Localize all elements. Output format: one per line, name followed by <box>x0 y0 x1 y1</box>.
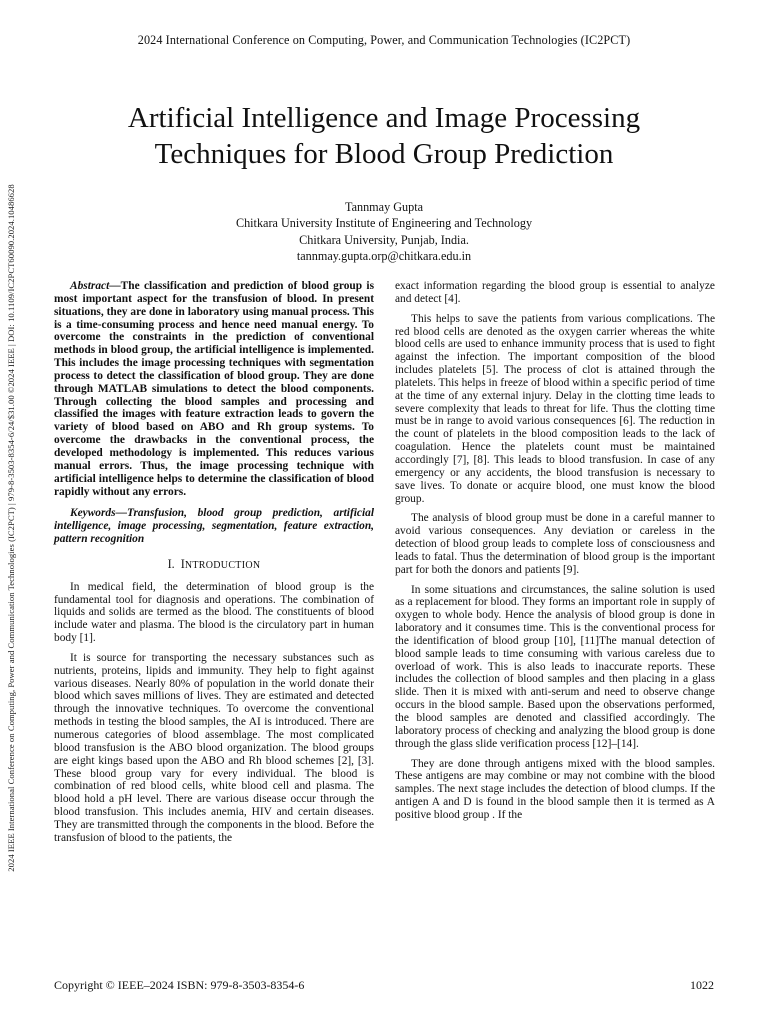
section-title-initial: I <box>180 556 185 571</box>
title-line-1: Artificial Intelligence and Image Processing <box>127 102 641 134</box>
abstract <box>54 280 374 498</box>
section-title-rest: NTRODUCTION <box>184 559 261 571</box>
keywords: Keywords—Transfusion, blood group prediction, artificial intelligence, image processing, segmentation, feature extraction, pattern recognition <box>54 507 374 546</box>
paragraph: This helps to save the patients from various complications. The red blood cells are denoted as the oxygen carrier whereas the white blood cells are used to enhance immunity process that is used to fight against the infection. The important composition of the blood includes platelets [5]. The process of clot is attained through the platelets. This helps in freeze of blood within a specific period of time at the time of any external injury. Delay in the clotting time leads to severe complexity that leads to threat for life. Thus the clotting time must be in range to avoid various consequences [6]. The reduction in the count of platelets in the blood composition leads to the lack of coagulation. Hence the platelets count must be maintained accordingly [7], [8]. This leads to blood transfusion. In case of any emergency or any accidents, the blood transfusion is necessary to save lives. To donate or acquire blood, one must know the blood group. <box>395 312 715 505</box>
title-line-2: Techniques for Blood Group Prediction <box>154 138 614 170</box>
author-block <box>150 199 618 264</box>
left-column <box>54 280 374 852</box>
right-column <box>395 280 715 829</box>
author-name: Tannmay Gupta <box>344 200 423 214</box>
section-number: I. <box>167 556 175 571</box>
paragraph: They are done through antigens mixed with the blood samples. These antigens are may combine or may not combine with the blood samples. The next stage includes the detection of blood clumps. If the antigen A and D is found in the blood sample then it is termed as A positive blood group . If the <box>395 757 715 821</box>
copyright-footer: Copyright © IEEE–2024 ISBN: 979-8-3503-8354-6 <box>54 978 305 992</box>
author-email[interactable]: tannmay.gupta.orp@chitkara.edu.in <box>296 248 472 263</box>
doi-side-strip <box>4 108 18 948</box>
doi-side-text: 2024 IEEE International Conference on Computing, Power and Communication Technologies (IC2PCT) | 979-8-3503-8354-6/24/$31.00 ©2024 IEEE | DOI: 10.1109/IC2PCT60090.2024.10486628 <box>6 184 16 872</box>
paragraph: In medical field, the determination of blood group is the fundamental tool for diagnosis and operations. The combination of liquids and solids are termed as the blood. The constituents of blood include water and plasma. The blood is the circulatory part in human body [1]. <box>54 580 374 645</box>
conference-header: 2024 International Conference on Computing, Power, and Communication Technologies (IC2PCT) <box>137 33 631 47</box>
paragraph: exact information regarding the blood group is essential to analyze and detect [4]. <box>395 280 715 305</box>
author-affiliation-1: Chitkara University Institute of Engineering and Technology <box>235 216 533 231</box>
paper-title <box>60 100 708 172</box>
paragraph: In some situations and circumstances, the saline solution is used as a replacement for blood. They forms an important role in supply of oxygen to whole body. Hence the analysis of blood group is done in laboratory and it consumes time. This is the conventional process for the identification of blood group [10], [11]The manual detection of blood sample leads to time consuming with various careless due to overload of work. This is also leads to inaccurate reports. These includes the collection of blood samples and then placing in a glass slide. Then it is mixed with anti-serum and need to observe change occurs in the blood sample. Based upon the observations performed, the blood samples are denoted and classified accordingly. The laboratory process of checking and analyzing the blood group is done through the glass slide verification process [12]–[14]. <box>395 583 715 750</box>
author-affiliation-2: Chitkara University, Punjab, India. <box>299 232 469 247</box>
paragraph: The analysis of blood group must be done in a careful manner to avoid various consequences. Any deviation or careless in the detection of blood group leads to complete loss of consciousness and leads to fatal. Thus the determination of blood group is the important part for both the donors and patients [9]. <box>395 512 715 576</box>
abstract-label: Abstract <box>70 280 110 292</box>
page-number: 1022 <box>690 978 714 992</box>
section-heading-introduction <box>54 558 374 573</box>
paragraph: It is source for transporting the necessary substances such as nutrients, proteins, lipids and immunity. They help to fight against various diseases. Nearly 80% of population in the world donate their blood which saves millions of lives. They are estimated and detected through the innovative techniques. To overcome the conventional methods in testing the blood samples, the AI is introduced. There are numerous categories of blood assemblage. The most complicated blood transfusion is the ABO blood organization. The blood groups are eight kings based upon the ABO and Rh blood schemes [2], [3]. These blood group vary for every individual. The blood is combination of red blood cells, white blood cell and plasma. The blood hold a pH level. There are various disease occur through the blood transfusion. This includes anemia, HIV and certain diseases. They are transmitted through the components in the blood. Before the transfusion of blood to the patients, the <box>54 651 374 844</box>
abstract-text: —The classification and prediction of blood group is most important aspect for the transfusion of blood. In present situations, they are done in laboratory using manual process. This is a time-consuming process and hence need manual energy. To overcome the constraints in the prediction of conventional methods in blood group, the artificial intelligence is implemented. This includes the image processing techniques with segmentation process to detect the classification of blood group. They are done through MATLAB simulations to detect the blood components. Through collecting the blood samples and processing and classified the images with feature extraction leads to govern the variety of blood based on ABO and Rh group systems. To overcome the drawbacks in the conventional process, the developed methodology is implemented. This reduces various manual errors. Thus, the image processing technique with artificial intelligence helps to determine the classification of blood rapidly without any errors. <box>54 280 374 498</box>
